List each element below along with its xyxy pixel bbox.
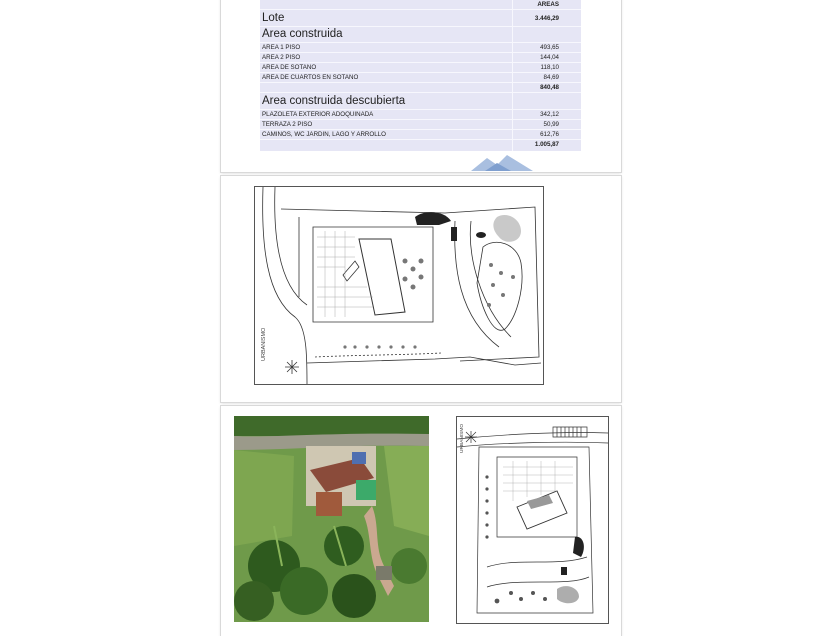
page-areas-table xyxy=(221,0,621,172)
lote-value: 3.446,29 xyxy=(534,15,559,22)
row-label: TERRAZA 2 PISO xyxy=(262,121,313,128)
row-value: 118,10 xyxy=(540,64,559,71)
areas-column-header: AREAS xyxy=(537,1,559,8)
row-label: AREA 2 PISO xyxy=(262,54,301,61)
row-value: 50,99 xyxy=(543,121,559,128)
table-row xyxy=(260,43,581,53)
row-label: AREA DE CUARTOS EN SOTANO xyxy=(262,74,359,81)
table-header-row xyxy=(260,0,581,10)
row-label: AREA 1 PISO xyxy=(262,44,301,51)
table-row-lote xyxy=(260,10,581,27)
table-row xyxy=(260,73,581,83)
row-value: 144,04 xyxy=(540,54,559,61)
row-label: CAMINOS, WC JARDIN, LAGO Y ARROLLO xyxy=(262,131,386,138)
site-plan-detail-svg xyxy=(457,417,608,623)
section-title: Area construida xyxy=(262,28,343,40)
section-title-descubierta xyxy=(260,93,581,110)
table-total-row xyxy=(260,83,581,93)
table-row xyxy=(260,53,581,63)
page-site-plan xyxy=(221,176,621,402)
site-plan-detail-drawing xyxy=(456,416,609,624)
table-total-row xyxy=(260,140,581,150)
site-plan-svg xyxy=(255,187,543,384)
aerial-photo xyxy=(234,416,429,622)
mountain-logo xyxy=(471,153,533,171)
table-row xyxy=(260,110,581,120)
total-construida: 840,48 xyxy=(540,84,559,91)
aerial-photo-svg xyxy=(234,416,429,622)
row-value: 84,69 xyxy=(543,74,559,81)
row-label: PLAZOLETA EXTERIOR ADOQUINADA xyxy=(262,111,374,118)
table-row xyxy=(260,63,581,73)
row-value: 612,76 xyxy=(540,131,559,138)
row-value: 342,12 xyxy=(540,111,559,118)
street-label: URBANISMO xyxy=(261,327,267,361)
row-label: AREA DE SOTANO xyxy=(262,64,317,71)
lote-label: Lote xyxy=(262,12,285,24)
table-row xyxy=(260,130,581,140)
site-plan-drawing xyxy=(254,186,544,385)
row-value: 493,65 xyxy=(540,44,559,51)
section-title-construida xyxy=(260,27,581,43)
total-descubierta: 1.005,87 xyxy=(534,141,559,148)
page-aerial-and-plan xyxy=(221,406,621,636)
street-label: URBANISMO xyxy=(460,423,465,453)
table-row xyxy=(260,120,581,130)
section-title: Area construida descubierta xyxy=(262,95,406,107)
areas-table xyxy=(260,0,581,151)
